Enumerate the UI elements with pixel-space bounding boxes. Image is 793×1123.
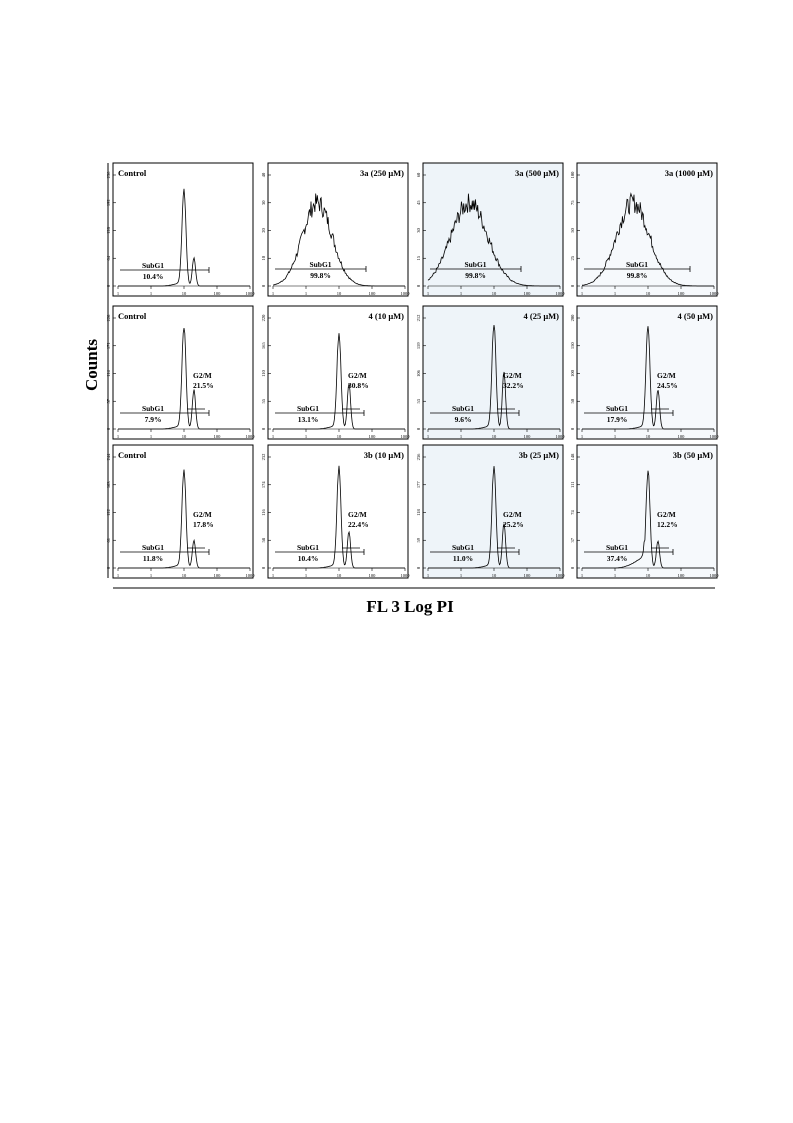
subg1-label: SubG1	[296, 543, 320, 552]
y-tick-label: 171	[106, 342, 111, 350]
x-tick-label: 10	[336, 291, 342, 296]
subg1-value: 37.4%	[606, 554, 628, 563]
y-tick-label: 118	[416, 509, 421, 516]
y-tick-label: 50	[570, 228, 575, 233]
x-tick-label: 10	[336, 573, 342, 578]
x-tick-label: 10	[645, 291, 651, 296]
x-tick-label: 1	[271, 573, 275, 578]
y-tick-label: 212	[416, 314, 421, 322]
x-tick-label: 100	[368, 291, 376, 296]
y-tick-label: 0	[570, 566, 575, 570]
y-axis-title: Counts	[82, 339, 101, 391]
panel-title: 4 (10 μM)	[368, 311, 404, 321]
panel-title: Control	[118, 450, 147, 460]
x-tick-label: 1000	[555, 291, 565, 296]
x-tick-label: 1	[271, 291, 275, 296]
y-tick-label: 15	[416, 256, 421, 261]
x-tick-label: 1	[149, 573, 153, 578]
g2m-label: G2/M	[503, 371, 522, 380]
panel-frame	[577, 445, 717, 578]
subg1-label: SubG1	[141, 543, 165, 552]
subg1-label: SubG1	[451, 543, 475, 552]
y-tick-label: 159	[416, 342, 421, 350]
x-tick-label: 1000	[555, 434, 565, 439]
panel-title: 3b (10 μM)	[363, 450, 404, 460]
g2m-label: G2/M	[503, 510, 522, 519]
x-tick-label: 1	[580, 434, 584, 439]
x-tick-label: 10	[491, 291, 497, 296]
y-tick-label: 0	[570, 284, 575, 288]
y-tick-label: 0	[261, 284, 266, 288]
g2m-label: G2/M	[193, 510, 212, 519]
panel-frame	[113, 445, 253, 578]
panel-frame	[423, 445, 563, 578]
panel-frame	[577, 306, 717, 439]
x-tick-label: 1000	[709, 573, 719, 578]
panel-frame	[268, 306, 408, 439]
y-tick-label: 64	[106, 256, 111, 261]
y-tick-label: 30	[261, 200, 266, 205]
y-tick-label: 45	[416, 200, 421, 205]
y-tick-label: 122	[106, 509, 111, 516]
subg1-value: 13.1%	[297, 415, 319, 424]
y-tick-label: 61	[106, 538, 111, 543]
x-tick-label: 1000	[400, 291, 410, 296]
y-tick-label: 228	[106, 314, 111, 322]
subg1-label: SubG1	[141, 404, 165, 413]
g2m-label: G2/M	[657, 510, 676, 519]
g2m-value: 12.2%	[657, 520, 678, 529]
y-tick-label: 256	[106, 171, 111, 179]
x-tick-label: 1	[304, 434, 308, 439]
subg1-label: SubG1	[296, 404, 320, 413]
y-tick-label: 0	[106, 427, 111, 431]
subg1-value: 10.4%	[142, 272, 164, 281]
g2m-value: 25.2%	[503, 520, 524, 529]
x-tick-label: 100	[213, 291, 221, 296]
x-tick-label: 100	[677, 434, 685, 439]
x-tick-label: 1000	[400, 434, 410, 439]
y-tick-label: 30	[416, 228, 421, 233]
g2m-label: G2/M	[348, 371, 367, 380]
y-tick-label: 232	[261, 453, 266, 461]
x-tick-label: 1	[459, 434, 463, 439]
y-tick-label: 106	[416, 370, 421, 377]
x-tick-label: 1	[580, 573, 584, 578]
histogram-panel	[416, 163, 565, 296]
x-tick-label: 1000	[709, 291, 719, 296]
panel-title: 4 (50 μM)	[677, 311, 713, 321]
x-tick-label: 10	[645, 434, 651, 439]
y-tick-label: 58	[261, 538, 266, 543]
y-tick-label: 100	[570, 171, 575, 179]
x-tick-label: 1	[613, 573, 617, 578]
g2m-value: 32.2%	[503, 381, 524, 390]
x-tick-label: 100	[677, 573, 685, 578]
g2m-value: 21.5%	[193, 381, 214, 390]
y-tick-label: 20	[261, 228, 266, 233]
panel-title: 3a (250 μM)	[359, 168, 404, 178]
y-tick-label: 53	[416, 399, 421, 404]
x-tick-label: 1	[149, 434, 153, 439]
x-tick-label: 1	[271, 434, 275, 439]
x-tick-label: 1	[116, 573, 120, 578]
y-tick-label: 59	[416, 538, 421, 543]
x-tick-label: 100	[213, 434, 221, 439]
x-tick-label: 1	[116, 291, 120, 296]
y-tick-label: 55	[261, 399, 266, 404]
panel-frame	[423, 163, 563, 296]
subg1-value: 11.0%	[452, 554, 474, 563]
y-tick-label: 148	[570, 453, 575, 461]
panel-frame	[113, 163, 253, 296]
x-tick-label: 10	[181, 291, 187, 296]
y-tick-label: 244	[106, 453, 111, 461]
y-tick-label: 0	[261, 566, 266, 570]
x-tick-label: 10	[491, 573, 497, 578]
y-tick-label: 174	[261, 481, 266, 489]
x-tick-label: 100	[523, 291, 531, 296]
subg1-value: 99.8%	[465, 271, 486, 280]
histogram-panel	[106, 445, 255, 578]
y-tick-label: 10	[261, 256, 266, 261]
y-tick-label: 200	[570, 314, 575, 322]
x-tick-label: 10	[181, 573, 187, 578]
histogram-panel	[106, 306, 255, 439]
y-tick-label: 74	[570, 510, 575, 515]
x-tick-label: 10	[181, 434, 187, 439]
y-tick-label: 150	[570, 342, 575, 350]
y-tick-label: 0	[416, 427, 421, 431]
y-tick-label: 183	[106, 481, 111, 489]
histogram-panel	[261, 445, 410, 578]
panel-frame	[268, 163, 408, 296]
x-tick-label: 100	[523, 434, 531, 439]
y-tick-label: 111	[570, 481, 575, 488]
y-tick-label: 116	[261, 509, 266, 516]
g2m-value: 22.4%	[348, 520, 369, 529]
subg1-value: 99.8%	[310, 271, 331, 280]
y-tick-label: 40	[261, 172, 266, 178]
x-tick-label: 1	[426, 573, 430, 578]
histogram-panel	[570, 306, 719, 439]
panel-title: 3b (25 μM)	[518, 450, 559, 460]
x-tick-label: 10	[336, 434, 342, 439]
y-tick-label: 177	[416, 481, 421, 489]
x-tick-label: 1000	[400, 573, 410, 578]
panel-frame	[423, 306, 563, 439]
x-tick-label: 1000	[709, 434, 719, 439]
y-tick-label: 128	[106, 227, 111, 234]
histogram-panel	[416, 445, 565, 578]
subg1-label: SubG1	[605, 543, 629, 552]
y-tick-label: 0	[570, 427, 575, 431]
x-tick-label: 1	[613, 434, 617, 439]
y-tick-label: 0	[106, 566, 111, 570]
x-tick-label: 10	[645, 573, 651, 578]
x-tick-label: 10	[491, 434, 497, 439]
x-tick-label: 1000	[245, 434, 255, 439]
x-tick-label: 1	[459, 573, 463, 578]
subg1-value: 11.8%	[142, 554, 164, 563]
y-tick-label: 0	[106, 284, 111, 288]
y-tick-label: 114	[106, 370, 111, 377]
x-tick-label: 1000	[245, 573, 255, 578]
panel-title: 3b (50 μM)	[672, 450, 713, 460]
panel-title: Control	[118, 311, 147, 321]
x-tick-label: 100	[677, 291, 685, 296]
y-tick-label: 75	[570, 200, 575, 205]
subg1-value: 17.9%	[606, 415, 628, 424]
histogram-panel	[570, 163, 719, 296]
x-tick-label: 1	[459, 291, 463, 296]
panel-frame	[113, 306, 253, 439]
x-tick-label: 1	[426, 434, 430, 439]
y-tick-label: 165	[261, 342, 266, 350]
x-axis-title: FL 3 Log PI	[366, 597, 454, 616]
subg1-label: SubG1	[451, 404, 475, 413]
panel-title: 3a (500 μM)	[514, 168, 559, 178]
x-tick-label: 1000	[245, 291, 255, 296]
histogram-panel	[261, 163, 410, 296]
y-tick-label: 25	[570, 256, 575, 261]
histogram-panel	[261, 306, 410, 439]
g2m-value: 30.8%	[348, 381, 369, 390]
panel-title: 3a (1000 μM)	[664, 168, 713, 178]
panel-title: 4 (25 μM)	[523, 311, 559, 321]
x-tick-label: 1	[426, 291, 430, 296]
histogram-panel	[570, 445, 719, 578]
x-tick-label: 1	[580, 291, 584, 296]
y-tick-label: 100	[570, 370, 575, 377]
subg1-value: 99.8%	[626, 271, 648, 280]
x-tick-label: 100	[368, 434, 376, 439]
x-tick-label: 100	[368, 573, 376, 578]
y-tick-label: 0	[416, 566, 421, 570]
y-tick-label: 110	[261, 370, 266, 377]
subg1-label: SubG1	[464, 260, 487, 269]
y-tick-label: 236	[416, 453, 421, 461]
x-tick-label: 1	[304, 573, 308, 578]
subg1-value: 9.6%	[454, 415, 472, 424]
histogram-panel	[106, 163, 255, 296]
y-tick-label: 37	[570, 538, 575, 543]
subg1-label: SubG1	[625, 260, 649, 269]
g2m-label: G2/M	[657, 371, 676, 380]
g2m-label: G2/M	[348, 510, 367, 519]
x-tick-label: 1	[613, 291, 617, 296]
y-tick-label: 57	[106, 399, 111, 404]
y-tick-label: 50	[570, 399, 575, 404]
y-tick-label: 0	[261, 427, 266, 431]
y-tick-label: 220	[261, 314, 266, 322]
x-tick-label: 100	[523, 573, 531, 578]
x-tick-label: 1	[116, 434, 120, 439]
histogram-panel	[416, 306, 565, 439]
subg1-label: SubG1	[309, 260, 332, 269]
g2m-label: G2/M	[193, 371, 212, 380]
subg1-value: 7.9%	[144, 415, 162, 424]
x-tick-label: 1	[304, 291, 308, 296]
subg1-label: SubG1	[141, 261, 165, 270]
panel-title: Control	[118, 168, 147, 178]
y-tick-label: 60	[416, 172, 421, 178]
x-tick-label: 100	[213, 573, 221, 578]
y-tick-label: 0	[416, 284, 421, 288]
subg1-value: 10.4%	[297, 554, 319, 563]
g2m-value: 17.8%	[193, 520, 214, 529]
x-tick-label: 1000	[555, 573, 565, 578]
y-tick-label: 192	[106, 199, 111, 207]
subg1-label: SubG1	[605, 404, 629, 413]
x-tick-label: 1	[149, 291, 153, 296]
panel-frame	[268, 445, 408, 578]
g2m-value: 24.5%	[657, 381, 678, 390]
